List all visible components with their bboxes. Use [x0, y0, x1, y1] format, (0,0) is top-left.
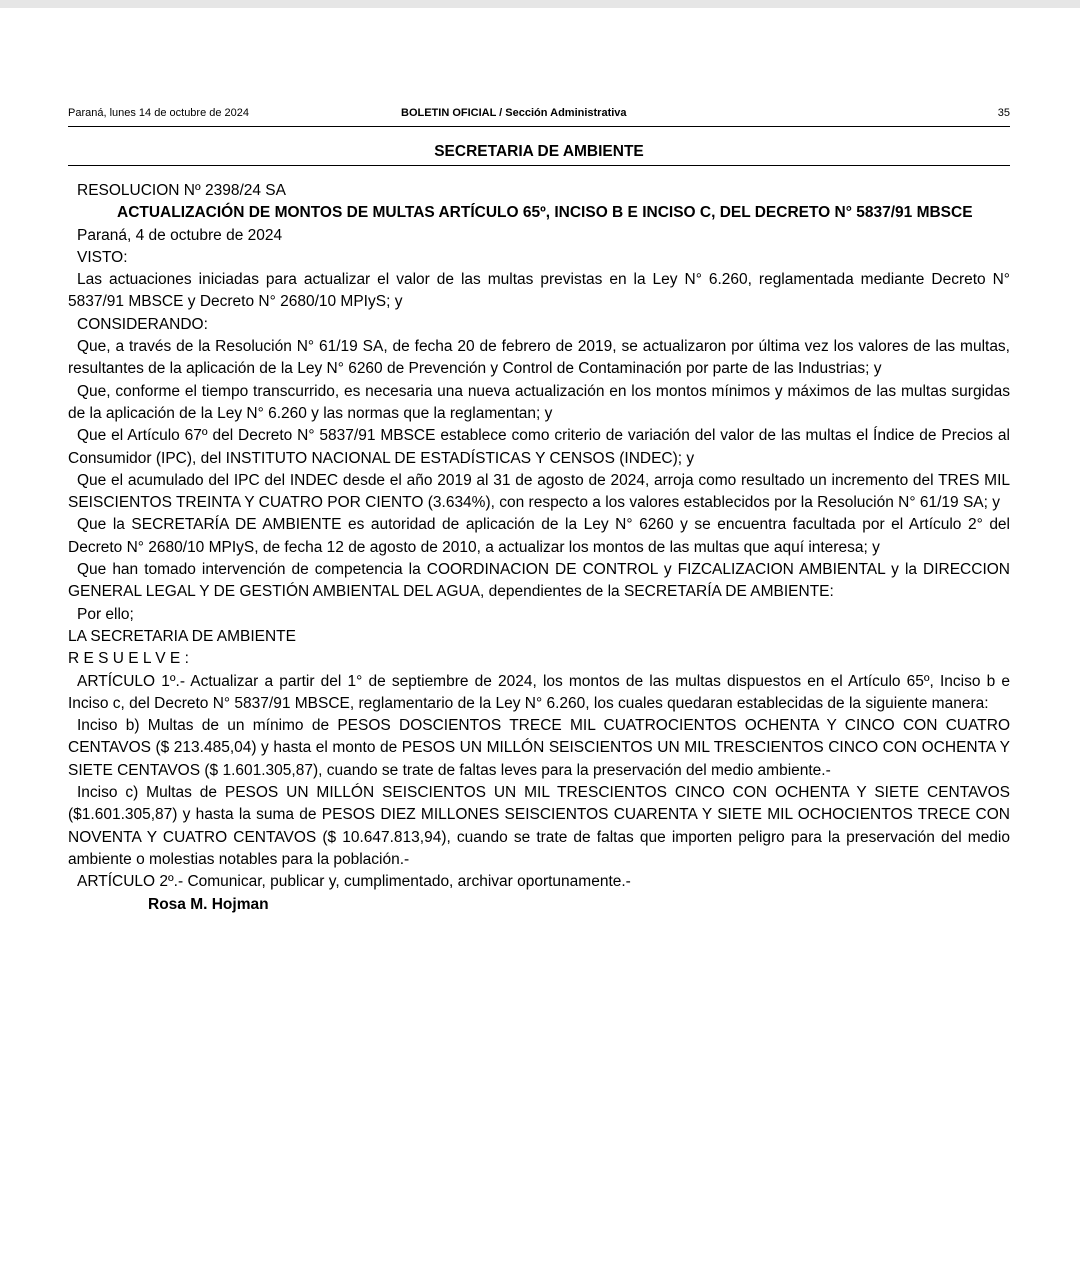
- considerando-paragraph: Que el Artículo 67º del Decreto N° 5837/91 MBSCE establece como criterio de variación del valor de las multas el Índice de Precios al Consumidor (IPC), del INSTITUTO NACIONAL DE ESTADÍSTICAS Y CENSOS (INDEC); y: [68, 427, 1010, 467]
- section-rule: [68, 165, 1010, 166]
- resolution-title: ACTUALIZACIÓN DE MONTOS DE MULTAS ARTÍCULO 65º, INCISO B E INCISO C, DEL DECRETO N° 5837/91 MBSCE: [117, 204, 973, 222]
- header-publication: BOLETIN OFICIAL / Sección Administrativa: [401, 107, 627, 119]
- visto-heading: VISTO:: [77, 248, 128, 266]
- header-page-number: 35: [997, 107, 1010, 119]
- authority-heading: LA SECRETARIA DE AMBIENTE: [68, 627, 296, 645]
- document-body: [68, 180, 1010, 916]
- article-paragraph: ARTÍCULO 1º.- Actualizar a partir del 1° de septiembre de 2024, los montos de las multas dispuestos en el Artículo 65º, Inciso b e Inciso c, del Decreto N° 5837/91 MBSCE, reglamentario de la Ley N° 6.260, los cuales quedaran establecidas de la siguiente manera:: [68, 672, 1010, 712]
- article-paragraph: Inciso b) Multas de un mínimo de PESOS DOSCIENTOS TRECE MIL CUATROCIENTOS OCHENTA Y CINCO CON CUATRO CENTAVOS ($ 213.485,04) y hasta el monto de PESOS UN MILLÓN SEISCIENTOS UN MIL TRESCIENTOS CINCO CON OCHENTA Y SIETE CENTAVOS ($ 1.601.305,87), cuando se trate de faltas leves para la preservación del medio ambiente.-: [68, 717, 1010, 779]
- considerando-paragraph: Que, conforme el tiempo transcurrido, es necesaria una nueva actualización en los montos mínimos y máximos de las multas surgidas de la aplicación de la Ley N° 6.260 y las normas que la reglamentan; y: [68, 382, 1010, 422]
- considerando-paragraph: Que, a través de la Resolución N° 61/19 SA, de fecha 20 de febrero de 2019, se actualizaron por última vez los valores de las multas, resultantes de la aplicación de la Ley N° 6260 de Prevención y Control de Contaminación por parte de las Industrias; y: [68, 338, 1010, 378]
- considerando-paragraph: Que el acumulado del IPC del INDEC desde el año 2019 al 31 de agosto de 2024, arroja como resultado un incremento del TRES MIL SEISCIENTOS TREINTA Y CUATRO POR CIENTO (3.634%), con respecto a los valores establecidos por la Resolución N° 61/19 SA; y: [68, 471, 1010, 512]
- considerando-paragraph: Que han tomado intervención de competencia la COORDINACION DE CONTROL y FIZCALIZACION AMBIENTAL y la DIRECCION GENERAL LEGAL Y DE GESTIÓN AMBIENTAL DEL AGUA, dependientes de la SECRETARÍA DE AMBIENTE:: [68, 561, 1010, 601]
- resolution-number: RESOLUCION Nº 2398/24 SA: [77, 182, 286, 199]
- signature: Rosa M. Hojman: [148, 895, 269, 913]
- page-header: [68, 107, 1010, 123]
- section-title: SECRETARIA DE AMBIENTE: [434, 143, 644, 160]
- resolution-date: Paraná, 4 de octubre de 2024: [77, 226, 283, 244]
- header-date: Paraná, lunes 14 de octubre de 2024: [68, 107, 250, 119]
- considerando-paragraph: Que la SECRETARÍA DE AMBIENTE es autoridad de aplicación de la Ley N° 6260 y se encuentra facultada por el Artículo 2° del Decreto N° 2680/10 MPIyS, de fecha 12 de agosto de 2010, a actualizar los montos de las multas que aquí interesa; y: [68, 516, 1010, 556]
- top-bar: [0, 0, 1080, 8]
- header-rule: [68, 126, 1010, 127]
- resuelve-heading: R E S U E L V E :: [68, 650, 189, 668]
- article-paragraph: Inciso c) Multas de PESOS UN MILLÓN SEISCIENTOS UN MIL TRESCIENTOS CINCO CON OCHENTA Y SIETE CENTAVOS ($1.601.305,87) y hasta la suma de PESOS DIEZ MILLONES SEISCIENTOS CUARENTA Y SIETE MIL OCHOCIENTOS TRECE CON NOVENTA Y CUATRO CENTAVOS ($ 10.647.813,94), cuando se trate de faltas que importen peligro para la preservación del medio ambiente o molestias notables para la población.-: [68, 784, 1010, 868]
- considerando-heading: CONSIDERANDO:: [77, 315, 208, 333]
- considerando-paragraph: Por ello;: [77, 605, 134, 623]
- article-paragraph: ARTÍCULO 2º.- Comunicar, publicar y, cumplimentado, archivar oportunamente.-: [77, 873, 631, 891]
- visto-text: Las actuaciones iniciadas para actualizar el valor de las multas previstas en la Ley N° 6.260, reglamentada mediante Decreto N° 5837/91 MBSCE y Decreto N° 2680/10 MPIyS; y: [68, 271, 1010, 311]
